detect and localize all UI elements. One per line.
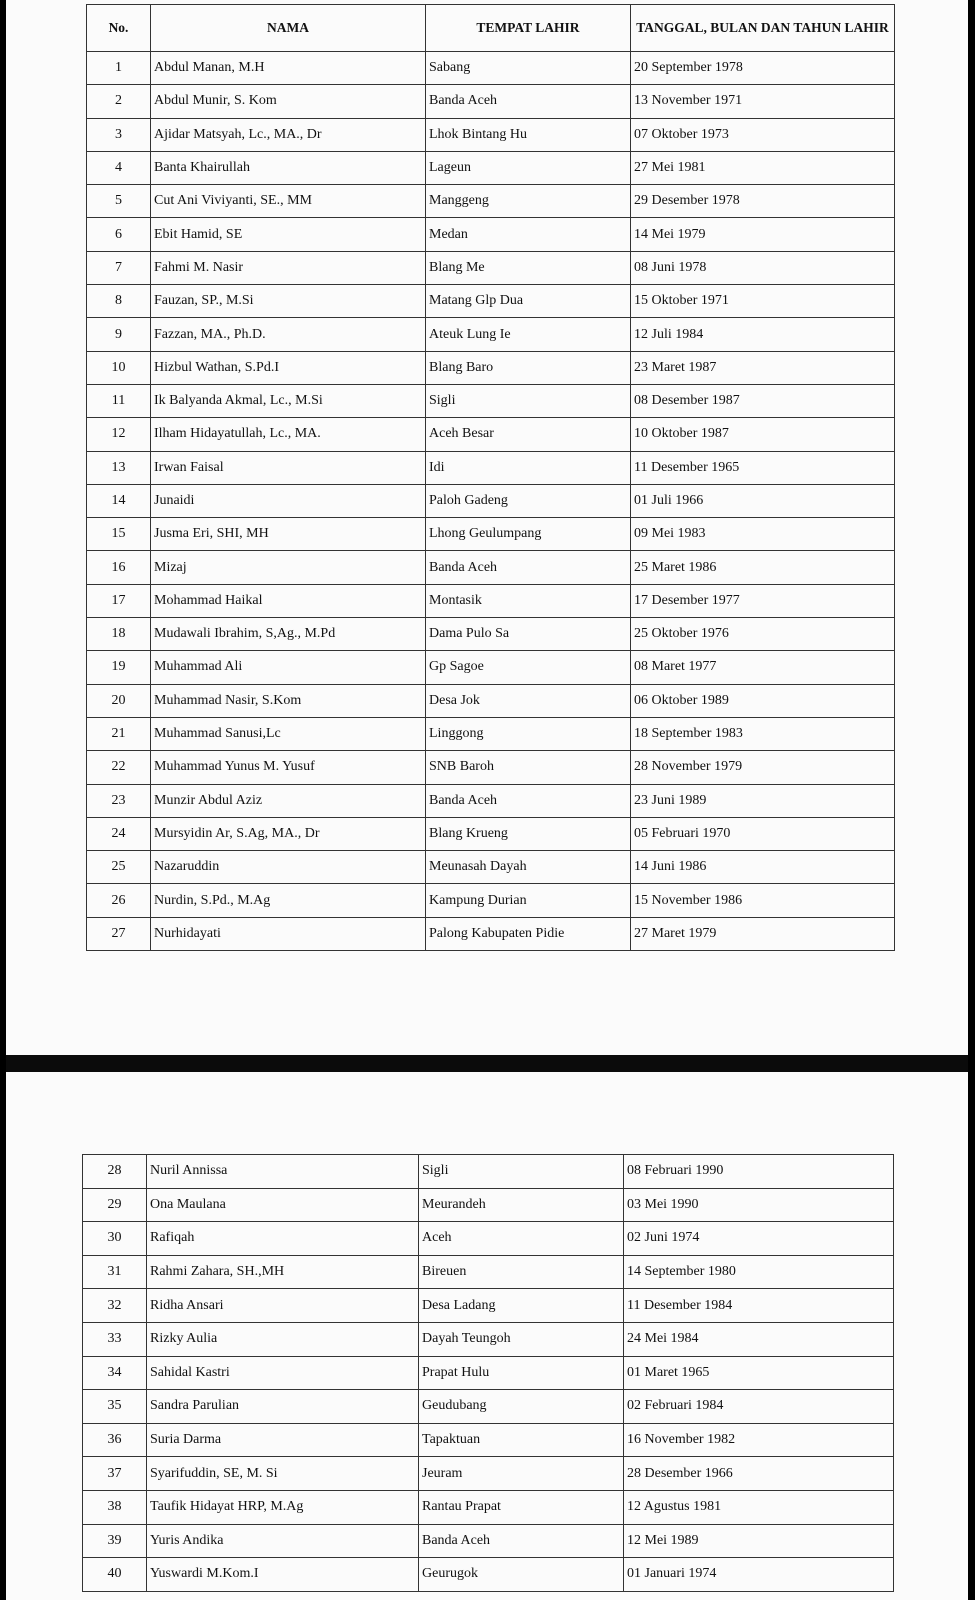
table-row [83,1188,894,1222]
cell-tempat: Dama Pulo Sa [426,618,631,651]
cell-tanggal: 29 Desember 1978 [631,185,895,218]
table-row [87,917,895,950]
cell-tempat: Dayah Teungoh [419,1322,624,1356]
cell-no: 29 [83,1188,147,1222]
cell-nama: Hizbul Wathan, S.Pd.I [151,351,426,384]
cell-no: 24 [87,817,151,850]
cell-tanggal: 23 Maret 1987 [631,351,895,384]
document-page-1 [6,0,968,1055]
cell-nama: Muhammad Ali [151,651,426,684]
cell-no: 20 [87,684,151,717]
cell-tempat: Geudubang [419,1390,624,1424]
cell-nama: Muhammad Nasir, S.Kom [151,684,426,717]
cell-tanggal: 28 Desember 1966 [624,1457,894,1491]
cell-nama: Sahidal Kastri [147,1356,419,1390]
cell-tempat: Meunasah Dayah [426,851,631,884]
cell-tanggal: 25 Maret 1986 [631,551,895,584]
cell-tempat: Blang Baro [426,351,631,384]
cell-tempat: Sabang [426,52,631,85]
cell-no: 7 [87,251,151,284]
cell-tanggal: 08 Februari 1990 [624,1155,894,1189]
table-row [87,584,895,617]
table-row [83,1222,894,1256]
cell-nama: Rafiqah [147,1222,419,1256]
cell-nama: Mohammad Haikal [151,584,426,617]
cell-no: 13 [87,451,151,484]
table-row [83,1390,894,1424]
cell-nama: Nurhidayati [151,917,426,950]
cell-tanggal: 28 November 1979 [631,751,895,784]
cell-no: 21 [87,717,151,750]
cell-nama: Syarifuddin, SE, M. Si [147,1457,419,1491]
cell-tempat: Manggeng [426,185,631,218]
cell-tanggal: 20 September 1978 [631,52,895,85]
cell-tempat: Banda Aceh [426,85,631,118]
cell-nama: Suria Darma [147,1423,419,1457]
cell-nama: Fazzan, MA., Ph.D. [151,318,426,351]
table-row [87,118,895,151]
document-page-2 [6,1072,968,1600]
cell-nama: Rizky Aulia [147,1322,419,1356]
roster-body-page-1 [87,52,895,951]
cell-no: 4 [87,151,151,184]
cell-nama: Mizaj [151,551,426,584]
cell-no: 34 [83,1356,147,1390]
cell-no: 10 [87,351,151,384]
cell-no: 17 [87,584,151,617]
table-row [87,251,895,284]
cell-tempat: Matang Glp Dua [426,285,631,318]
cell-nama: Munzir Abdul Aziz [151,784,426,817]
cell-tanggal: 06 Oktober 1989 [631,684,895,717]
cell-tanggal: 18 September 1983 [631,717,895,750]
cell-tempat: Blang Me [426,251,631,284]
cell-no: 18 [87,618,151,651]
cell-no: 16 [87,551,151,584]
cell-tanggal: 07 Oktober 1973 [631,118,895,151]
roster-table-page-1 [86,4,895,951]
cell-nama: Ridha Ansari [147,1289,419,1323]
header-no: No. [87,5,151,52]
cell-no: 5 [87,185,151,218]
cell-tanggal: 12 Juli 1984 [631,318,895,351]
cell-no: 39 [83,1524,147,1558]
table-row [87,218,895,251]
cell-nama: Yuswardi M.Kom.I [147,1558,419,1592]
cell-tempat: Idi [426,451,631,484]
table-row [83,1457,894,1491]
cell-tanggal: 24 Mei 1984 [624,1322,894,1356]
cell-tanggal: 13 November 1971 [631,85,895,118]
table-row [87,185,895,218]
cell-nama: Mursyidin Ar, S.Ag, MA., Dr [151,817,426,850]
cell-tempat: Sigli [419,1155,624,1189]
cell-no: 23 [87,784,151,817]
cell-tanggal: 15 Oktober 1971 [631,285,895,318]
cell-tanggal: 10 Oktober 1987 [631,418,895,451]
cell-tempat: Aceh [419,1222,624,1256]
cell-no: 22 [87,751,151,784]
cell-tempat: Sigli [426,384,631,417]
cell-tanggal: 27 Maret 1979 [631,917,895,950]
cell-tempat: Linggong [426,717,631,750]
header-tempat-lahir: TEMPAT LAHIR [426,5,631,52]
cell-tempat: Banda Aceh [426,784,631,817]
cell-tanggal: 14 Juni 1986 [631,851,895,884]
table-row [83,1490,894,1524]
table-row [87,151,895,184]
cell-no: 1 [87,52,151,85]
table-row [87,451,895,484]
cell-no: 12 [87,418,151,451]
cell-nama: Fauzan, SP., M.Si [151,285,426,318]
cell-nama: Rahmi Zahara, SH.,MH [147,1255,419,1289]
cell-tanggal: 08 Desember 1987 [631,384,895,417]
cell-nama: Sandra Parulian [147,1390,419,1424]
cell-nama: Ajidar Matsyah, Lc., MA., Dr [151,118,426,151]
cell-no: 28 [83,1155,147,1189]
cell-no: 11 [87,384,151,417]
header-nama: NAMA [151,5,426,52]
cell-no: 15 [87,518,151,551]
table-row [87,717,895,750]
header-tanggal-lahir: TANGGAL, BULAN DAN TAHUN LAHIR [631,5,895,52]
cell-no: 36 [83,1423,147,1457]
cell-no: 27 [87,917,151,950]
cell-tempat: Ateuk Lung Ie [426,318,631,351]
cell-no: 25 [87,851,151,884]
table-row [83,1356,894,1390]
cell-no: 6 [87,218,151,251]
cell-tanggal: 14 Mei 1979 [631,218,895,251]
cell-tanggal: 15 November 1986 [631,884,895,917]
cell-tanggal: 02 Juni 1974 [624,1222,894,1256]
cell-nama: Abdul Manan, M.H [151,52,426,85]
cell-nama: Yuris Andika [147,1524,419,1558]
cell-no: 31 [83,1255,147,1289]
cell-tempat: Desa Ladang [419,1289,624,1323]
cell-nama: Fahmi M. Nasir [151,251,426,284]
cell-tanggal: 05 Februari 1970 [631,817,895,850]
cell-tanggal: 01 Juli 1966 [631,484,895,517]
table-row [87,484,895,517]
cell-tempat: Jeuram [419,1457,624,1491]
cell-nama: Banta Khairullah [151,151,426,184]
cell-nama: Irwan Faisal [151,451,426,484]
cell-nama: Jusma Eri, SHI, MH [151,518,426,551]
cell-tanggal: 01 Januari 1974 [624,1558,894,1592]
cell-tempat: Desa Jok [426,684,631,717]
cell-tempat: Lhok Bintang Hu [426,118,631,151]
table-row [87,817,895,850]
cell-tanggal: 27 Mei 1981 [631,151,895,184]
cell-no: 14 [87,484,151,517]
cell-tempat: Kampung Durian [426,884,631,917]
cell-nama: Nazaruddin [151,851,426,884]
cell-tempat: Palong Kabupaten Pidie [426,917,631,950]
cell-tanggal: 08 Juni 1978 [631,251,895,284]
cell-tempat: Prapat Hulu [419,1356,624,1390]
cell-tanggal: 25 Oktober 1976 [631,618,895,651]
cell-tempat: Tapaktuan [419,1423,624,1457]
table-row [87,384,895,417]
cell-tempat: Lhong Geulumpang [426,518,631,551]
cell-tempat: Montasik [426,584,631,617]
table-row [87,85,895,118]
cell-tanggal: 02 Februari 1984 [624,1390,894,1424]
table-row [83,1524,894,1558]
cell-nama: Ilham Hidayatullah, Lc., MA. [151,418,426,451]
cell-nama: Nuril Annissa [147,1155,419,1189]
cell-tanggal: 16 November 1982 [624,1423,894,1457]
cell-tempat: Paloh Gadeng [426,484,631,517]
cell-no: 30 [83,1222,147,1256]
cell-no: 37 [83,1457,147,1491]
cell-nama: Muhammad Yunus M. Yusuf [151,751,426,784]
cell-no: 38 [83,1490,147,1524]
table-row [87,285,895,318]
cell-no: 3 [87,118,151,151]
cell-no: 2 [87,85,151,118]
cell-tempat: SNB Baroh [426,751,631,784]
cell-tanggal: 17 Desember 1977 [631,584,895,617]
table-row [83,1558,894,1592]
table-row [87,651,895,684]
table-row [87,784,895,817]
table-row [87,851,895,884]
cell-tanggal: 23 Juni 1989 [631,784,895,817]
cell-nama: Nurdin, S.Pd., M.Ag [151,884,426,917]
table-row [87,52,895,85]
cell-no: 33 [83,1322,147,1356]
cell-tempat: Bireuen [419,1255,624,1289]
cell-tanggal: 12 Agustus 1981 [624,1490,894,1524]
table-row [87,318,895,351]
cell-tanggal: 03 Mei 1990 [624,1188,894,1222]
table-row [83,1322,894,1356]
roster-table-page-2 [82,1154,894,1592]
cell-tempat: Gp Sagoe [426,651,631,684]
cell-nama: Mudawali Ibrahim, S,Ag., M.Pd [151,618,426,651]
cell-no: 32 [83,1289,147,1323]
table-row [87,884,895,917]
table-row [83,1289,894,1323]
cell-tanggal: 08 Maret 1977 [631,651,895,684]
cell-tanggal: 01 Maret 1965 [624,1356,894,1390]
cell-nama: Abdul Munir, S. Kom [151,85,426,118]
cell-nama: Cut Ani Viviyanti, SE., MM [151,185,426,218]
cell-nama: Junaidi [151,484,426,517]
cell-tempat: Lageun [426,151,631,184]
table-row [87,551,895,584]
cell-nama: Muhammad Sanusi,Lc [151,717,426,750]
cell-tanggal: 11 Desember 1965 [631,451,895,484]
table-row [83,1423,894,1457]
cell-tanggal: 11 Desember 1984 [624,1289,894,1323]
cell-no: 35 [83,1390,147,1424]
cell-tempat: Blang Krueng [426,817,631,850]
cell-tempat: Geurugok [419,1558,624,1592]
cell-tanggal: 14 September 1980 [624,1255,894,1289]
cell-tanggal: 12 Mei 1989 [624,1524,894,1558]
cell-nama: Taufik Hidayat HRP, M.Ag [147,1490,419,1524]
table-row [87,351,895,384]
table-row [87,418,895,451]
cell-nama: Ik Balyanda Akmal, Lc., M.Si [151,384,426,417]
cell-no: 8 [87,285,151,318]
table-row [87,618,895,651]
cell-tanggal: 09 Mei 1983 [631,518,895,551]
cell-tempat: Meurandeh [419,1188,624,1222]
cell-tempat: Rantau Prapat [419,1490,624,1524]
cell-tempat: Banda Aceh [419,1524,624,1558]
cell-tempat: Banda Aceh [426,551,631,584]
table-row [83,1155,894,1189]
roster-body-page-2 [83,1155,894,1592]
cell-no: 9 [87,318,151,351]
cell-nama: Ona Maulana [147,1188,419,1222]
table-row [87,518,895,551]
page-gap [6,1055,968,1072]
cell-no: 19 [87,651,151,684]
cell-nama: Ebit Hamid, SE [151,218,426,251]
table-header-row [87,5,895,52]
table-row [87,684,895,717]
cell-tempat: Aceh Besar [426,418,631,451]
cell-no: 26 [87,884,151,917]
table-row [83,1255,894,1289]
cell-tempat: Medan [426,218,631,251]
cell-no: 40 [83,1558,147,1592]
table-row [87,751,895,784]
